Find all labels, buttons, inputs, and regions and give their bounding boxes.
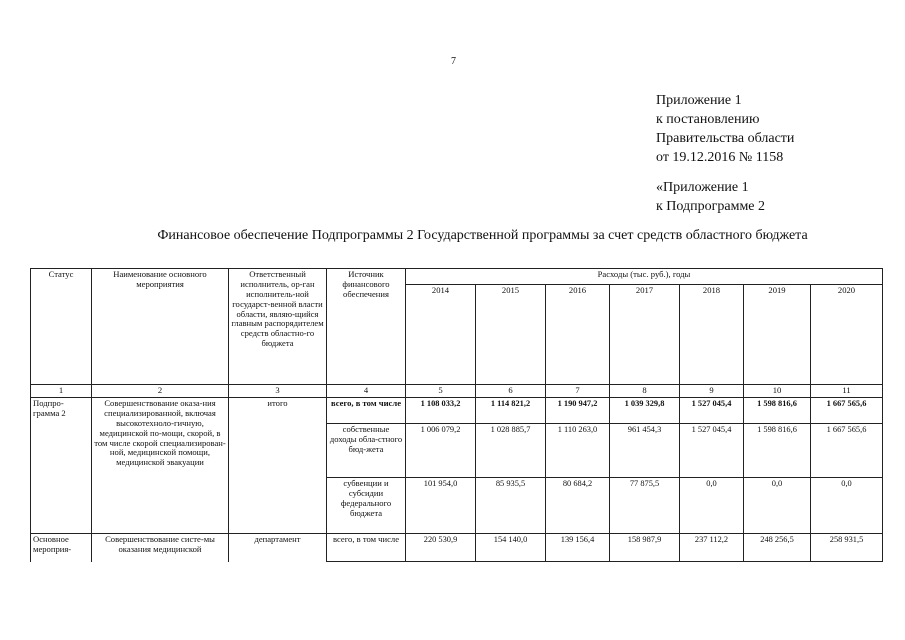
page-number: 7 <box>451 56 456 67</box>
index-cell: 2 <box>92 385 229 398</box>
source-own-revenue: собственные доходы обла-стного бюд-жета <box>327 424 406 478</box>
value-cell: 248 256,5 <box>744 534 811 562</box>
header-year: 2020 <box>811 285 883 385</box>
value-cell: 158 987,9 <box>610 534 680 562</box>
value-cell: 220 530,9 <box>406 534 476 562</box>
value-cell: 237 112,2 <box>680 534 744 562</box>
index-cell: 8 <box>610 385 680 398</box>
value-cell: 1 114 821,2 <box>476 398 546 424</box>
header-expenses: Расходы (тыс. руб.), годы <box>406 269 883 285</box>
value-cell: 101 954,0 <box>406 478 476 534</box>
block1-name: Совершенствование оказа-ния специализированной, включая высокотехноло-гичную, медицинской по-мощи, скорой, в том числе скорой специализирован-ной, медицинской помощи, медицинской эвакуации <box>92 398 229 534</box>
source-total: всего, в том числе <box>327 398 406 424</box>
value-cell: 0,0 <box>744 478 811 534</box>
index-cell: 5 <box>406 385 476 398</box>
index-cell: 9 <box>680 385 744 398</box>
sub-appendix-line: к Подпрограмме 2 <box>656 199 766 214</box>
value-cell: 154 140,0 <box>476 534 546 562</box>
block1-responsible: итого <box>229 398 327 534</box>
header-year: 2019 <box>744 285 811 385</box>
block2-name: Совершенствование систе-мы оказания медицинской <box>92 534 229 562</box>
value-cell: 1 667 565,6 <box>811 398 883 424</box>
index-cell: 10 <box>744 385 811 398</box>
header-year: 2015 <box>476 285 546 385</box>
appendix-block <box>656 91 794 167</box>
value-cell: 1 598 816,6 <box>744 398 811 424</box>
index-cell: 1 <box>31 385 92 398</box>
value-cell: 961 454,3 <box>610 424 680 478</box>
source-total: всего, в том числе <box>327 534 406 562</box>
value-cell: 1 527 045,4 <box>680 424 744 478</box>
value-cell: 139 156,4 <box>546 534 610 562</box>
sub-appendix-line: «Приложение 1 <box>656 180 749 195</box>
value-cell: 1 190 947,2 <box>546 398 610 424</box>
block2-status: Основное мероприя- <box>31 534 92 562</box>
value-cell: 1 110 263,0 <box>546 424 610 478</box>
value-cell: 0,0 <box>680 478 744 534</box>
block1-status: Подпро-грамма 2 <box>31 398 92 534</box>
value-cell: 0,0 <box>811 478 883 534</box>
header-year: 2018 <box>680 285 744 385</box>
source-federal-subsidies: субвенции и субсидии федерального бюджета <box>327 478 406 534</box>
appendix-line: к постановлению <box>656 112 760 127</box>
appendix-line: Приложение 1 <box>656 93 742 108</box>
header-name: Наименование основного мероприятия <box>92 269 229 385</box>
header-year: 2017 <box>610 285 680 385</box>
block2-responsible: департамент <box>229 534 327 562</box>
value-cell: 80 684,2 <box>546 478 610 534</box>
value-cell: 1 039 329,8 <box>610 398 680 424</box>
value-cell: 1 108 033,2 <box>406 398 476 424</box>
index-cell: 7 <box>546 385 610 398</box>
value-cell: 85 935,5 <box>476 478 546 534</box>
appendix-line: Правительства области <box>656 131 795 146</box>
header-status: Статус <box>31 269 92 385</box>
value-cell: 1 598 816,6 <box>744 424 811 478</box>
index-cell: 6 <box>476 385 546 398</box>
header-year: 2014 <box>406 285 476 385</box>
appendix-line: от 19.12.2016 № 1158 <box>656 150 784 165</box>
finance-table <box>30 268 883 562</box>
index-cell: 3 <box>229 385 327 398</box>
header-year: 2016 <box>546 285 610 385</box>
value-cell: 1 527 045,4 <box>680 398 744 424</box>
sub-appendix-block <box>656 178 765 216</box>
value-cell: 258 931,5 <box>811 534 883 562</box>
index-cell: 4 <box>327 385 406 398</box>
value-cell: 1 006 079,2 <box>406 424 476 478</box>
document-title: Финансовое обеспечение Подпрограммы 2 Государственной программы за счет средств областного бюджета <box>157 228 808 243</box>
header-source: Источник финансового обеспечения <box>327 269 406 385</box>
value-cell: 1 667 565,6 <box>811 424 883 478</box>
index-cell: 11 <box>811 385 883 398</box>
header-responsible: Ответственный исполнитель, ор-ган исполнитель-ной государст-венной власти области, являю-щийся главным распорядителем средств областно-го бюджета <box>229 269 327 385</box>
value-cell: 77 875,5 <box>610 478 680 534</box>
value-cell: 1 028 885,7 <box>476 424 546 478</box>
